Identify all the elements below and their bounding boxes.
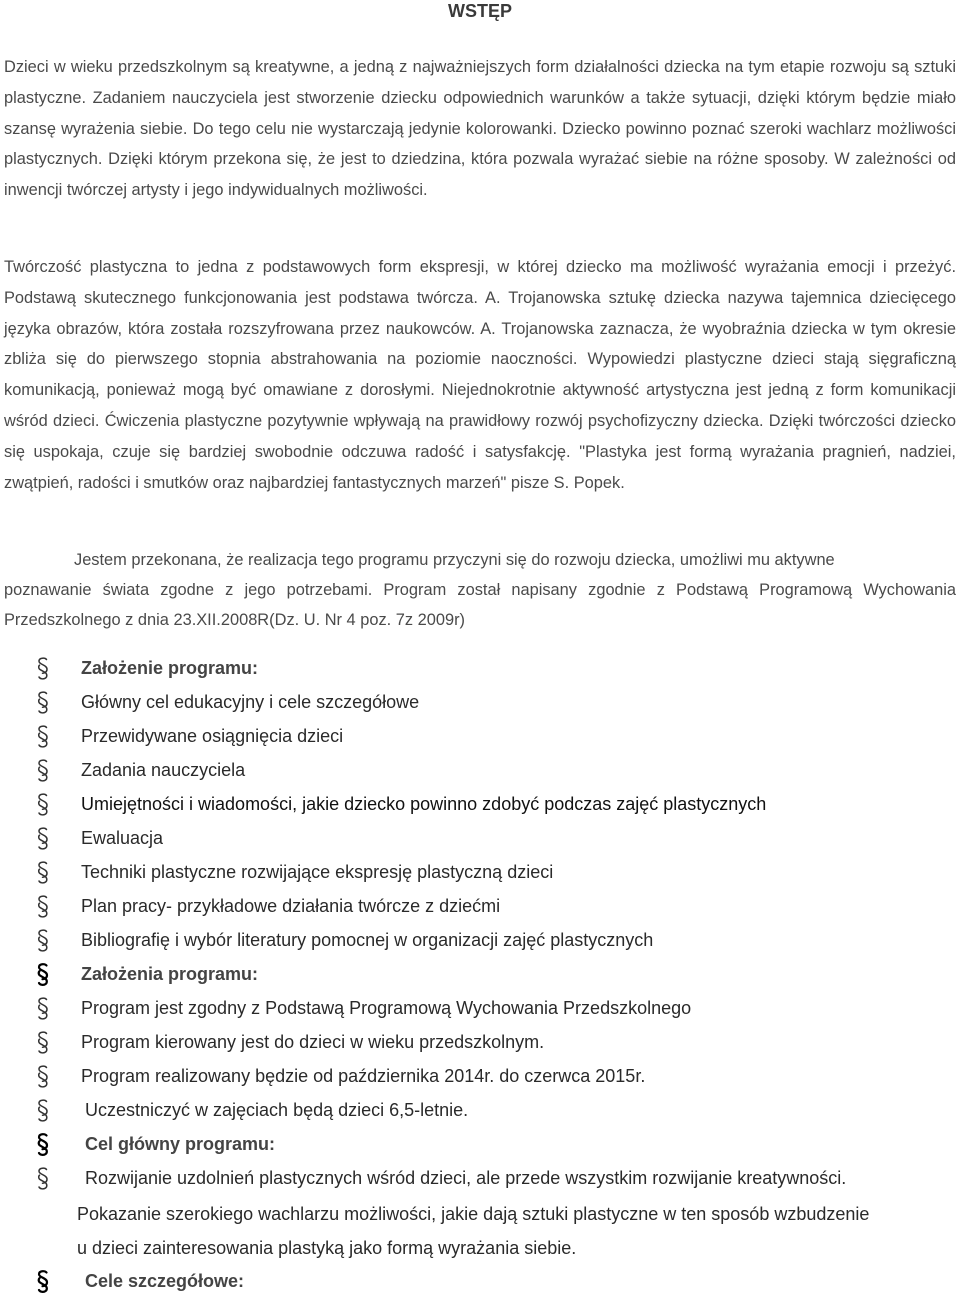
list-item <box>0 1128 960 1162</box>
list-item-label: Bibliografię i wybór literatury pomocnej w organizacji zajęć plastycznych <box>81 930 654 950</box>
sentence: Dzieci w wieku przedszkolnym są kreatywne, a jedną z najważniejszych form działalności dziecka na tym etapie rozwoju są sztuki plastyczne. <box>4 58 956 107</box>
list-item-label: Plan pracy- przykładowe działania twórcze z dziećmi <box>81 896 501 916</box>
sentence: Dzięki którym przekona się, że jest to dziedzina, która pozwala wyrażać siebie na różne sposoby. <box>108 150 829 169</box>
list-item-label: Cele szczegółowe: <box>85 1271 245 1291</box>
section-mark-icon <box>36 928 50 954</box>
list-item <box>0 856 960 890</box>
list-item-label: Techniki plastyczne rozwijające ekspresję plastyczną dzieci <box>81 862 554 882</box>
list-item <box>0 686 960 720</box>
section-mark-icon <box>36 792 50 818</box>
list-item <box>0 1060 960 1094</box>
list-item <box>0 652 960 686</box>
list-item-label: Główny cel edukacyjny i cele szczegółowe <box>81 692 420 712</box>
sentence: Dzięki twórczości dziecko się uspokaja, czuje się bardziej swobodnie odczuwa radość i satysfakcję. <box>4 411 957 461</box>
sentence: A. Trojanowska zaznacza, że wyobraźnia dziecka w tym okresie zbliża się do pierwszego stopnia abstrahowania na poziomie naoczności. <box>4 319 956 369</box>
list-item <box>0 992 960 1026</box>
list-continuation-line: Pokazanie szerokiego wachlarzu możliwości, jakie dają sztuki plastyczne w ten sposób wzbudzenie <box>77 1204 870 1224</box>
list-item <box>0 890 960 924</box>
list-item-label: Umiejętności i wiadomości, jakie dziecko powinno zdobyć podczas zajęć plastycznych <box>81 794 767 814</box>
list-item-label: Program kierowany jest do dzieci w wieku przedszkolnym. <box>81 1032 545 1052</box>
list-item <box>0 1265 960 1299</box>
page-title: WSTĘP <box>447 1 512 21</box>
list-item <box>0 720 960 754</box>
list-item-label: Program realizowany będzie od października 2014r. do czerwca 2015r. <box>81 1066 646 1086</box>
list-item-label: Cel główny programu: <box>85 1134 276 1154</box>
list-item-label: Założenia programu: <box>81 964 259 984</box>
section-mark-icon <box>36 1166 50 1192</box>
section-mark-icon <box>36 826 50 852</box>
section-mark-icon <box>36 758 50 784</box>
sentence: Wypowiedzi plastyczne dzieci stają sięgraficzną komunikacją, ponieważ mogą być omawiane z dorosłymi. <box>4 350 956 400</box>
section-mark-icon <box>36 894 50 920</box>
sentence: "Plastyka jest formą wyrażania pragnień, nadziei, zwątpień, radości i smutków oraz najbardziej fantastycznych marzeń" pisze S. Popek. <box>4 442 956 492</box>
section-mark-icon <box>36 962 50 988</box>
list-item-label: Przewidywane osiągnięcia dzieci <box>81 726 344 746</box>
section-mark-icon <box>36 860 50 886</box>
list-item-label: Założenie programu: <box>81 658 259 678</box>
paragraph-first-line: Jestem przekonana, że realizacja tego programu przyczyni się do rozwoju dziecka, umożliwi mu aktywne <box>74 551 835 569</box>
sentence: Niejednokrotnie aktywność artystyczna jest jedną z form komunikacji wśród dzieci. <box>4 381 956 430</box>
sentence: W zależności od inwencji twórczej artysty i jego indywidualnych możliwości. <box>4 150 956 200</box>
section-mark-icon <box>36 996 50 1022</box>
sentence: Ćwiczenia plastyczne pozytywnie wpływają na prawidłowy rozwój psychofizyczny dziecka. <box>104 411 764 430</box>
list-item <box>0 754 960 788</box>
section-mark-icon <box>36 724 50 750</box>
section-mark-icon <box>36 1132 50 1158</box>
section-mark-icon <box>36 690 50 716</box>
list-item <box>0 788 960 822</box>
list-continuation-line: u dzieci zainteresowania plastyką jako formą wyrażania siebie. <box>77 1238 577 1258</box>
sentence: Do tego celu nie wystarczają jedynie kolorowanki. <box>192 119 557 138</box>
section-mark-icon <box>36 1098 50 1124</box>
list-item <box>0 924 960 958</box>
list-item-label: Zadania nauczyciela <box>81 760 246 780</box>
list-item <box>0 1162 960 1196</box>
list-item <box>0 1026 960 1060</box>
section-mark-icon <box>36 1269 50 1295</box>
list-item <box>0 1094 960 1128</box>
list-item-label: Ewaluacja <box>81 828 164 848</box>
sentence: A. Trojanowska sztukę dziecka nazywa tajemnica dziecięcego języka obrazów, która została rozszyfrowana przez naukowców. <box>4 288 956 338</box>
list-item-label: Program jest zgodny z Podstawą Programową Wychowania Przedszkolnego <box>81 998 692 1018</box>
sentence: Podstawą skutecznego funkcjonowania jest podstawa twórcza. <box>4 288 478 307</box>
list-item-label: Uczestniczyć w zajęciach będą dzieci 6,5-letnie. <box>85 1100 469 1120</box>
section-mark-icon <box>36 656 50 682</box>
list-item <box>0 822 960 856</box>
sentence: Zadaniem nauczyciela jest stworzenie dziecku odpowiednich warunków a także sytuacji, dzięki którym będzie miało szansę wyrażenia siebie. <box>4 88 956 138</box>
section-mark-icon <box>36 1064 50 1090</box>
sentence: Dziecko powinno poznać szeroki wachlarz możliwości plastycznych. <box>4 119 956 169</box>
sentence: Twórczość plastyczna to jedna z podstawowych form ekspresji, w której dziecko ma możliwość wyrażania emocji i przeżyć. <box>4 258 956 276</box>
list-item-label: Rozwijanie uzdolnień plastycznych wśród dzieci, ale przede wszystkim rozwijanie kreatywności. <box>85 1168 847 1188</box>
paragraph-rest: poznawanie świata zgodne z jego potrzebami. Program został napisany zgodnie z Podstawą Programową Wychowania Przedszkolnego z dnia 23.XII.2008R(Dz. U. Nr 4 poz. 7z 2009r) <box>4 581 956 629</box>
list-item <box>0 958 960 992</box>
section-mark-icon <box>36 1030 50 1056</box>
